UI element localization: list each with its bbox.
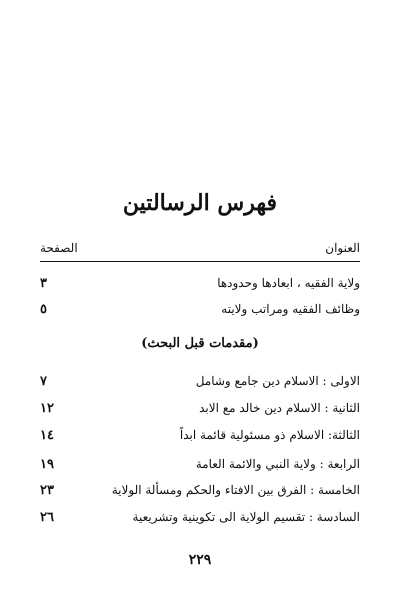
toc-entry	[40, 483, 360, 501]
toc-entry	[40, 457, 360, 475]
toc-entry-title: الثالثة: الاسلام ذو مسئولية قائمة ابداً	[179, 428, 360, 442]
toc-entry	[40, 302, 360, 320]
section-heading: (مقدمات قبل البحث)	[141, 336, 259, 351]
toc-entry	[40, 374, 360, 392]
header-title-label: العنوان	[325, 241, 360, 255]
toc-entry-title: الاولى : الاسلام دين جامع وشامل	[195, 374, 360, 388]
toc-entry-title: ولاية الفقيه ، ابعادها وحدودها	[217, 276, 360, 290]
toc-entry-page: ٣	[40, 276, 47, 291]
toc-entry-title: وظائف الفقيه ومراتب ولايته	[221, 302, 360, 316]
page-title: فهرس الرسالتين	[122, 190, 278, 216]
toc-entry-page: ٢٦	[40, 510, 54, 525]
toc-entry-title: الرابعة : ولاية النبي والائمة العامة	[195, 457, 360, 471]
toc-entry-title: الثانية : الاسلام دين خالد مع الابد	[199, 401, 360, 415]
toc-entry-title: السادسة : تقسيم الولاية الى تكوينية وتشريعية	[132, 510, 360, 524]
header-rule	[40, 261, 360, 262]
toc-entry-page: ١٢	[40, 401, 54, 416]
toc-entry	[40, 510, 360, 528]
toc-entry	[40, 401, 360, 419]
toc-entry	[40, 276, 360, 294]
toc-entry-page: ٧	[40, 374, 47, 389]
toc-entry-page: ٥	[40, 302, 47, 317]
toc-entry-title: الخامسة : الفرق بين الافتاء والحكم ومسألة الولاية	[111, 483, 360, 497]
toc-entry-page: ٢٣	[40, 483, 54, 498]
toc-header	[40, 237, 360, 259]
header-page-label: الصفحة	[40, 241, 78, 255]
page-number: ٢٢٩	[188, 552, 212, 568]
toc-entry	[40, 428, 360, 446]
toc-entry-page: ١٤	[40, 428, 54, 443]
toc-entry-page: ١٩	[40, 457, 54, 472]
